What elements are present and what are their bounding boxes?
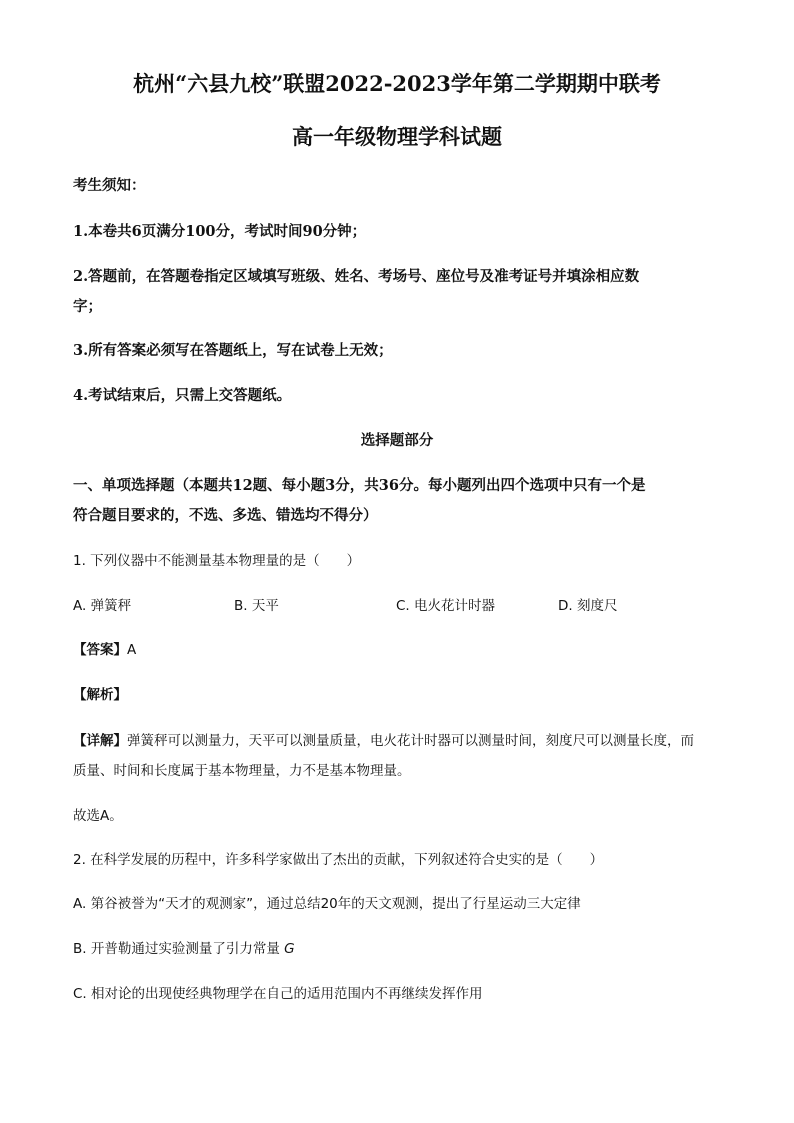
notice-item-2: 2.答题前，在答题卷指定区域填写班级、姓名、考场号、座位号及准考证号并填涂相应数 [73, 268, 640, 285]
question-2-stem: 2. 在科学发展的历程中，许多科学家做出了杰出的贡献，下列叙述符合史实的是（ ） [73, 852, 604, 868]
notice-item-4: 4.考试结束后，只需上交答题纸。 [73, 387, 292, 404]
answer-tag: 【答案】 [73, 642, 127, 658]
gravitational-constant-symbol: G [284, 941, 295, 957]
exam-title: 杭州“六县九校”联盟2022-2023学年第二学期期中联考 [133, 71, 661, 96]
detail-text-line1: 弹簧秤可以测量力，天平可以测量质量，电火花计时器可以测量时间，刻度尺可以测量长度，而 [127, 733, 694, 749]
question-1-detail-line1 [73, 731, 694, 751]
question-2-option-c: C. 相对论的出现使经典物理学在自己的适用范围内不再继续发挥作用 [73, 986, 483, 1002]
question-1-detail-line2: 质量、时间和长度属于基本物理量，力不是基本物理量。 [73, 763, 411, 779]
section-heading-line1: 一、单项选择题（本题共12题、每小题3分，共36分。每小题列出四个选项中只有一个是 [73, 477, 646, 494]
option-b-text: B. 开普勒通过实验测量了引力常量 [73, 941, 280, 957]
question-1-stem: 1. 下列仪器中不能测量基本物理量的是（ ） [73, 553, 361, 569]
analysis-tag: 【解析】 [73, 687, 127, 703]
question-1-analysis-tag [73, 685, 127, 705]
notice-heading: 考生须知： [73, 177, 146, 194]
notice-item-1: 1.本卷共6页满分100分，考试时间90分钟； [73, 223, 367, 240]
section-heading-line2: 符合题目要求的，不选、多选、错选均不得分） [73, 507, 378, 524]
question-2-option-a: A. 第谷被誉为“天才的观测家”，通过总结20年的天文观测，提出了行星运动三大定律 [73, 896, 581, 912]
question-1-answer [73, 640, 136, 660]
notice-item-2-cont: 字； [73, 298, 102, 315]
question-1-option-c: C. 电火花计时器 [396, 598, 496, 614]
question-1-conclusion: 故选A。 [73, 808, 123, 824]
answer-value: A [127, 642, 137, 658]
notice-item-3: 3.所有答案必须写在答题纸上，写在试卷上无效； [73, 342, 393, 359]
question-2-option-b [73, 939, 295, 959]
question-1-option-b: B. 天平 [234, 598, 279, 614]
exam-subtitle: 高一年级物理学科试题 [292, 124, 502, 149]
question-1-option-d: D. 刻度尺 [558, 598, 618, 614]
detail-tag: 【详解】 [73, 733, 127, 749]
question-1-option-a: A. 弹簧秤 [73, 598, 132, 614]
section-part-title: 选择题部分 [360, 432, 434, 449]
